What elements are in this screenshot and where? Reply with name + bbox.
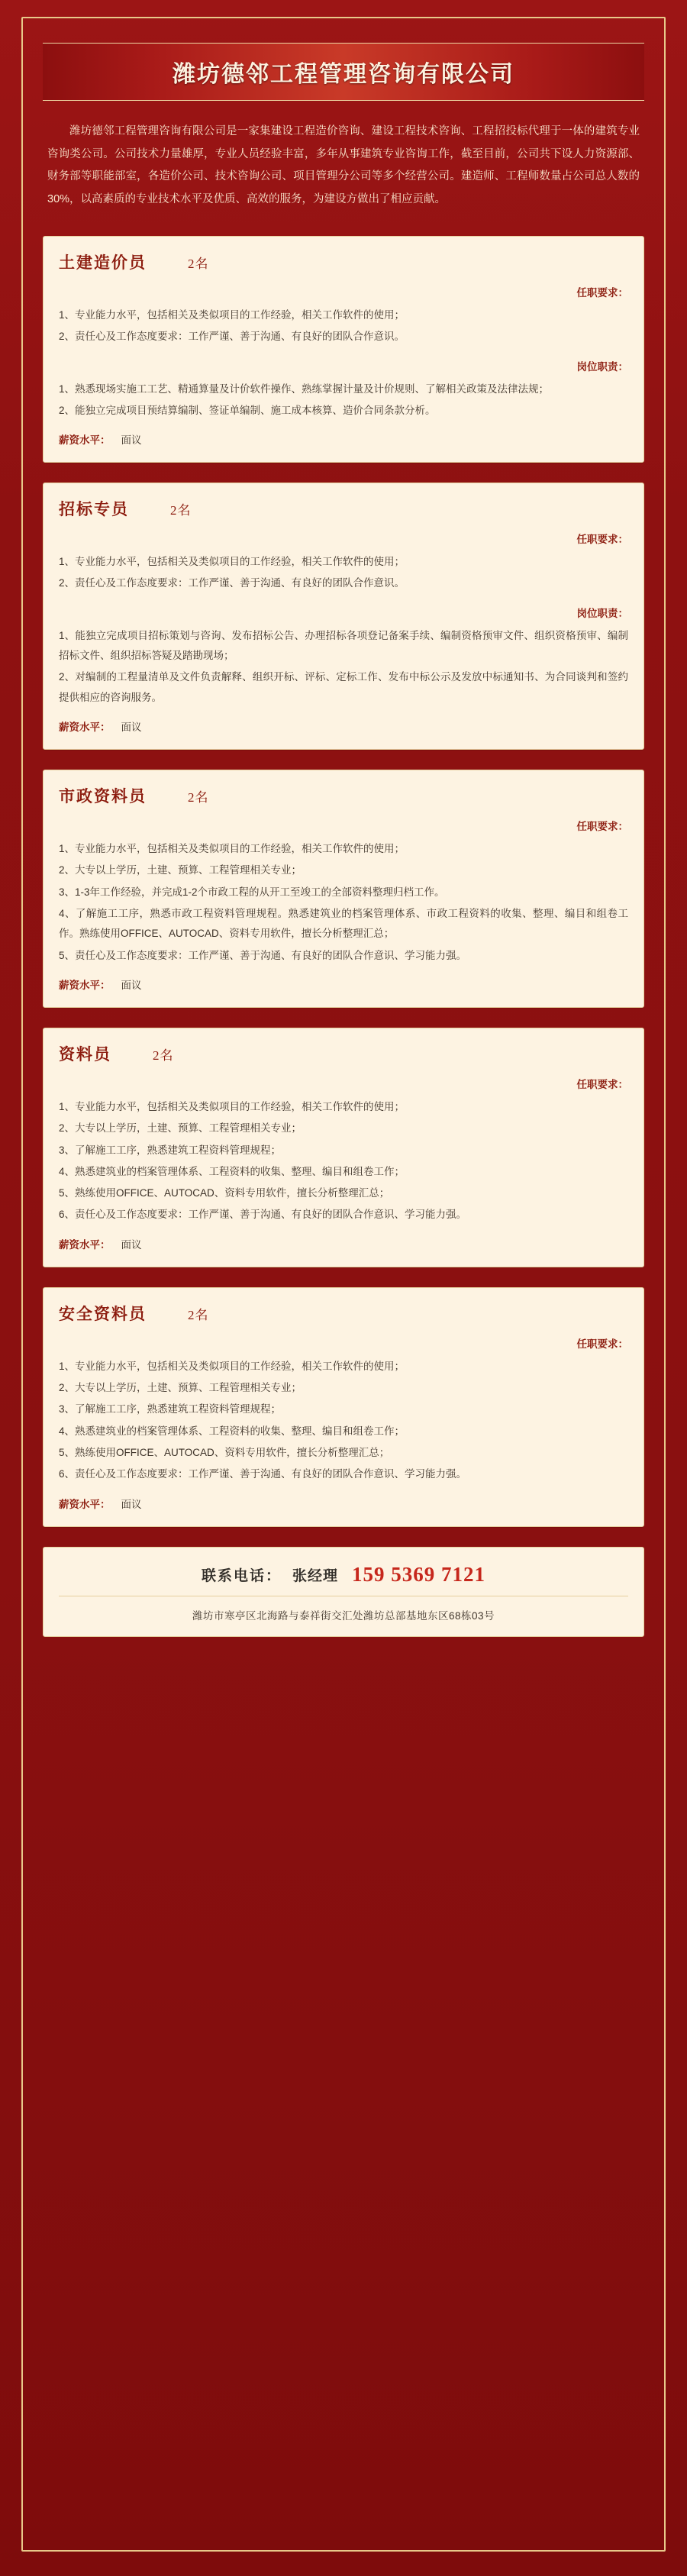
salary-label: 薪资水平： [59, 1498, 111, 1510]
salary-label: 薪资水平： [59, 979, 111, 991]
requirement-item: 2、大专以上学历，土建、预算、工程管理相关专业； [59, 1382, 302, 1394]
company-intro: 潍坊德邻工程管理咨询有限公司是一家集建设工程造价咨询、建设工程技术咨询、工程招投标代理于一体的建筑专业咨询类公司。公司技术力量雄厚，专业人员经验丰富，多年从事建筑专业咨询工作，截至目前，公司共下设人力资源部、财务部等职能部室，各造价公司、技术咨询公司、项目管理分公司等多个经营公司。建造师、工程师数量占公司总人数的30%，以高素质的专业技术水平及优质、高效的服务，为建设方做出了相应贡献。 [47, 125, 640, 206]
salary-row [59, 976, 628, 992]
page-title: 潍坊德邻工程管理咨询有限公司 [173, 62, 514, 87]
salary-label: 薪资水平： [59, 434, 111, 447]
requirement-item: 3、了解施工工序，熟悉建筑工程资料管理规程； [59, 1144, 282, 1156]
requirements-label: 任职要求： [576, 1078, 628, 1090]
requirement-item: 5、熟练使用OFFICE、AUTOCAD、资料专用软件，擅长分析整理汇总； [59, 1447, 390, 1458]
requirements-label: 任职要求： [576, 534, 628, 546]
requirement-item: 2、大专以上学历，土建、预算、工程管理相关专业； [59, 864, 302, 876]
requirement-item: 1、专业能力水平，包括相关及类似项目的工作经验，相关工作软件的使用； [59, 843, 405, 854]
salary-value: 面议 [121, 434, 142, 447]
requirements-label: 任职要求： [576, 286, 628, 299]
duty-item: 1、能独立完成项目招标策划与咨询、发布招标公告、办理招标各项登记备案手续、编制资格预审文件、组织资格预审、编制招标文件、组织招标答疑及踏勘现场； [59, 629, 628, 662]
job-card [43, 236, 644, 463]
requirement-item: 6、责任心及工作态度要求：工作严谨、善于沟通、有良好的团队合作意识、学习能力强。 [59, 1468, 467, 1480]
job-card [43, 483, 644, 750]
job-header [59, 497, 628, 520]
requirement-item: 4、了解施工工序，熟悉市政工程资料管理规程。熟悉建筑业的档案管理体系、市政工程资料的收集、整理、编目和组卷工作。熟练使用OFFICE、AUTOCAD、资料专用软件，擅长分析整理汇总； [59, 907, 628, 940]
requirement-item: 4、熟悉建筑业的档案管理体系、工程资料的收集、整理、编目和组卷工作； [59, 1425, 405, 1437]
job-title: 招标专员 [59, 500, 129, 519]
requirement-item: 2、大专以上学历，土建、预算、工程管理相关专业； [59, 1122, 302, 1135]
requirement-item: 3、了解施工工序，熟悉建筑工程资料管理规程； [59, 1403, 282, 1416]
contact-card [43, 1547, 644, 1637]
salary-row [59, 1496, 628, 1511]
contact-person: 张经理 [292, 1567, 339, 1584]
duties-list [59, 379, 628, 421]
requirements-label: 任职要求： [576, 821, 628, 832]
salary-row [59, 1236, 628, 1251]
job-count: 2名 [153, 1048, 174, 1063]
contact-phone[interactable]: 159 5369 7121 [352, 1562, 486, 1586]
job-header [59, 1302, 628, 1325]
job-header [59, 784, 628, 807]
duties-label: 岗位职责： [576, 607, 628, 619]
salary-row [59, 718, 628, 734]
salary-value: 面议 [121, 1498, 142, 1510]
duties-list [59, 626, 628, 708]
requirements-list [59, 1357, 628, 1485]
job-title: 资料员 [59, 1044, 111, 1064]
duty-item: 2、对编制的工程量清单及文件负责解释、组织开标、评标、定标工作、发布中标公示及发放中标通知书、为合同谈判和签约提供相应的咨询服务。 [59, 671, 628, 703]
requirement-item: 2、责任心及工作态度要求：工作严谨、善于沟通、有良好的团队合作意识。 [59, 577, 405, 589]
requirements-list [59, 305, 628, 347]
requirement-item: 2、责任心及工作态度要求：工作严谨、善于沟通、有良好的团队合作意识。 [59, 331, 405, 343]
duty-item: 1、熟悉现场实施工工艺、精通算量及计价软件操作、熟练掌握计量及计价规则、了解相关政策及法律法规； [59, 383, 550, 395]
requirement-item: 3、1-3年工作经验，并完成1-2个市政工程的从开工至竣工的全部资料整理归档工作。 [59, 886, 445, 898]
requirement-item: 1、专业能力水平，包括相关及类似项目的工作经验，相关工作软件的使用； [59, 556, 405, 568]
salary-value: 面议 [121, 1238, 142, 1251]
job-title: 土建造价员 [59, 253, 147, 272]
requirement-item: 5、熟练使用OFFICE、AUTOCAD、资料专用软件，擅长分析整理汇总； [59, 1187, 390, 1199]
job-count: 2名 [188, 256, 209, 271]
requirement-item: 1、专业能力水平，包括相关及类似项目的工作经验，相关工作软件的使用； [59, 308, 405, 321]
requirements-list [59, 552, 628, 594]
job-count: 2名 [188, 790, 209, 805]
requirement-item: 4、熟悉建筑业的档案管理体系、工程资料的收集、整理、编目和组卷工作； [59, 1165, 405, 1177]
job-card [43, 1028, 644, 1267]
requirements-label: 任职要求： [576, 1338, 628, 1350]
requirements-list [59, 1097, 628, 1225]
duty-item: 2、能独立完成项目预结算编制、签证单编制、施工成本核算、造价合同条款分析。 [59, 404, 436, 416]
job-card [43, 770, 644, 1008]
contact-line [59, 1563, 628, 1587]
job-header [59, 1042, 628, 1065]
requirements-list [59, 839, 628, 966]
requirement-item: 1、专业能力水平，包括相关及类似项目的工作经验，相关工作软件的使用； [59, 1100, 405, 1112]
requirement-item: 5、责任心及工作态度要求：工作严谨、善于沟通、有良好的团队合作意识、学习能力强。 [59, 949, 467, 961]
job-header [59, 250, 628, 273]
poster-frame [21, 17, 666, 2552]
company-title-banner [43, 43, 644, 101]
salary-label: 薪资水平： [59, 721, 111, 733]
salary-label: 薪资水平： [59, 1238, 111, 1251]
job-count: 2名 [170, 503, 192, 518]
contact-label: 联系电话： [201, 1567, 282, 1584]
requirement-item: 1、专业能力水平，包括相关及类似项目的工作经验，相关工作软件的使用； [59, 1360, 405, 1372]
job-title: 市政资料员 [59, 787, 147, 805]
job-title: 安全资料员 [59, 1304, 147, 1323]
salary-value: 面议 [121, 721, 142, 733]
job-count: 2名 [188, 1307, 209, 1322]
job-list [43, 236, 644, 1527]
requirement-item: 6、责任心及工作态度要求：工作严谨、善于沟通、有良好的团队合作意识、学习能力强。 [59, 1209, 467, 1221]
salary-row [59, 431, 628, 447]
salary-value: 面议 [121, 979, 142, 991]
contact-address: 潍坊市寒亭区北海路与泰祥街交汇处潍坊总部基地东区68栋03号 [192, 1609, 495, 1622]
duties-label: 岗位职责： [576, 360, 628, 373]
job-card [43, 1287, 644, 1527]
